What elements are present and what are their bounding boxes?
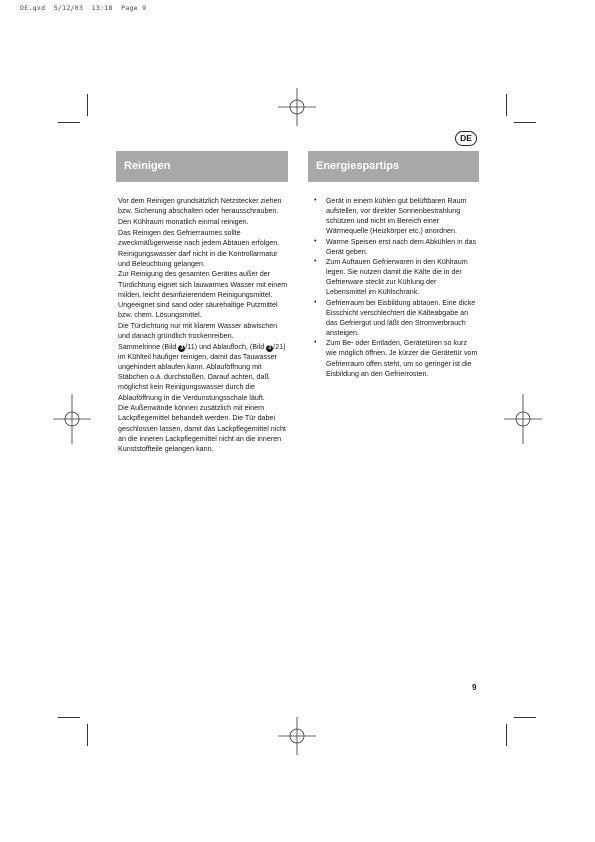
language-badge: DE <box>455 131 477 146</box>
figure-reference-icon: 3 <box>266 345 273 352</box>
figure-reference-icon: 3 <box>178 345 185 352</box>
list-item: • Zum Be- oder Entladen, Gerätetüren so kurz wie möglich öffnen. Je kürzer die Gerätetür vom Gefrierraum offen steht, um so geringer ist die Eisbildung an den Gefrierrosten. <box>312 338 478 379</box>
registration-mark <box>278 88 316 126</box>
list-item: • Gefrierraum bei Eisbildung abtauen. Eine dicke Eisschicht verschlechtert die Kälteabgabe an das Gefriergut und läßt den Stromverbrauch ansteigen. <box>312 298 478 339</box>
crop-mark <box>506 724 507 746</box>
crop-mark <box>506 94 507 116</box>
section-header-energy-tips: Energiespartips <box>308 151 479 182</box>
list-item: • Gerät in einem kühlen gut belüftbaren Raum aufstellen, vor direkter Sonnenbestrahlung schützen und nicht im Bereich einer Wärmequelle (Heizkörper etc.) anordnen. <box>312 196 478 237</box>
energy-tips-list <box>312 196 478 379</box>
file-slug: DE.qxd 5/12/03 13:18 Page 9 <box>20 4 147 12</box>
crop-mark <box>58 717 80 718</box>
cleaning-paragraph: Das Reinigen des Gefrierraumes sollte zweckmäßigerweise nach jedem Abtauen erfolgen. <box>118 228 280 247</box>
cleaning-paragraph: Reinigungswasser darf nicht in die Kontrollarmatur und Beleuchtung gelangen. <box>118 249 278 268</box>
crop-mark <box>58 122 80 123</box>
crop-mark <box>87 724 88 746</box>
registration-mark <box>53 394 91 444</box>
cleaning-column <box>118 196 288 455</box>
registration-mark <box>278 717 316 755</box>
energy-tips-column <box>312 196 478 379</box>
cleaning-paragraph: Die Außenwände können zusätzlich mit einem Lackpflegemittel behandelt werden. Die Tür dabei geschlossen lassen, damit das Lackpflegemittel nicht an die inneren Lackpflegemittel nicht an die inneren Kunststoffteile gelangen kann. <box>118 404 286 453</box>
list-item: • Zum Auftauen Gefrierwaren in den Kühlraum legen. Sie nutzen damit die Kälte die in der Gefrierware steckt zur Kühlung der Lebensmittel im Kühlschrank. <box>312 257 478 298</box>
cleaning-paragraph: Vor dem Reinigen grundsätzlich Netzstecker ziehen bzw. Sicherung abschalten oder herausschrauben. <box>118 197 282 216</box>
registration-mark <box>504 394 542 444</box>
cleaning-paragraph: Zur Reinigung des gesamten Gerätes außer der Türdichtung eignet sich lauwarmes Wasser mit einem milden, leicht desinfizierendem Reinigungsmittel. Ungeeignet sind sand oder säurehaltige Putzmittel bzw. chem. Lösungsmittel. <box>118 270 288 320</box>
crop-mark <box>514 717 536 718</box>
cleaning-paragraph: Den Kühlraum monatlich einmal reinigen. <box>118 217 249 226</box>
list-item: • Warme Speisen erst nach dem Abkühlen in das Gerät geben. <box>312 237 478 257</box>
section-header-cleaning: Reinigen <box>116 151 288 182</box>
cleaning-paragraph-drain: Sammelrinne (Bild 3 /11) und Ablaufloch, (Bild 3 /21) im Kühlteil häufiger reinigen, damit das Tauwasser ungehindert ablaufen kann. Ablauföffnung mit Stäbchen o.ä. durchstoßen. Darauf achten, daß möglichst kein Reinigungswasser durch die Ablauföffnung in die Verdunstungsschale läuft. <box>118 342 286 402</box>
page-number: 9 <box>472 683 477 692</box>
crop-mark <box>514 122 536 123</box>
crop-mark <box>87 94 88 116</box>
cleaning-paragraph: Die Türdichtung nur mit klarem Wasser abwischen und danach gründlich trockenreiben. <box>118 321 278 340</box>
